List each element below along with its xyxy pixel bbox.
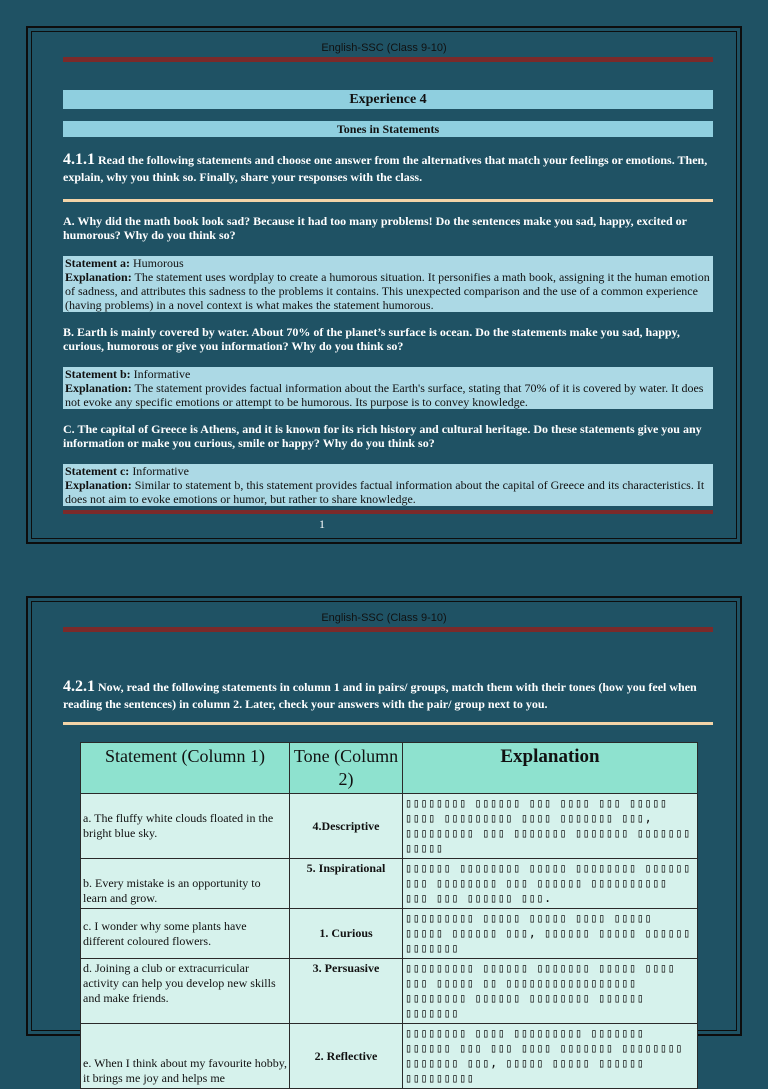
section-text: Read the following statements and choose one answer from the alternatives that match your feelings or emotions. Then, explain, why you think so. Finally, share your responses with the class. (63, 153, 708, 184)
section-instructions (63, 151, 713, 186)
statement-value: Informative (133, 367, 191, 381)
cell-statement: d. Joining a club or extracurricular activity can help you develop new skills and make friends. (81, 959, 290, 1024)
cell-statement: b. Every mistake is an opportunity to learn and grow. (81, 859, 290, 909)
page-header: English-SSC (Class 9-10) (321, 42, 447, 54)
explanation-label: Explanation: (65, 381, 132, 395)
question-a: A. Why did the math book look sad? Because it had too many problems! Do the sentences make you sad, happy, excited or humorous? Why do you think so? (63, 214, 687, 242)
statement-label: Statement b: (65, 367, 131, 381)
explanation-label: Explanation: (65, 270, 132, 284)
section-number: 4.1.1 (63, 151, 95, 168)
statement-value: Humorous (132, 256, 184, 270)
explanation-text: The statement uses wordplay to create a humorous situation. It personifies a math book, assigning it the human emotion of sadness, and attributes this sadness to the problems it contains. This unexpected comparison and the use of a common experience (having problems) in a novel context is what makes the statement humorous. (65, 270, 710, 312)
cell-explanation: ▯▯▯▯▯▯▯▯ ▯▯▯▯▯▯ ▯▯▯ ▯▯▯▯ ▯▯▯ ▯▯▯▯▯ ▯▯▯▯ ▯▯▯▯▯▯▯▯▯ ▯▯▯▯ ▯▯▯▯▯▯▯ ▯▯▯, ▯▯▯▯▯▯▯▯▯ ▯▯▯ ▯▯▯▯▯▯▯ ▯▯▯▯▯▯▯ ▯▯▯▯▯▯▯ ▯▯▯▯▯ (403, 794, 698, 859)
cell-statement: e. When I think about my favourite hobby, it brings me joy and helps me (81, 1024, 290, 1089)
header-divider (63, 627, 713, 632)
cell-explanation: ▯▯▯▯▯▯▯▯▯ ▯▯▯▯▯ ▯▯▯▯▯ ▯▯▯▯ ▯▯▯▯▯ ▯▯▯▯▯ ▯▯▯▯▯▯ ▯▯▯, ▯▯▯▯▯▯ ▯▯▯▯▯ ▯▯▯▯▯▯ ▯▯▯▯▯▯▯ (403, 909, 698, 959)
footer-divider (63, 510, 713, 514)
statement-value: Informative (132, 464, 189, 478)
page-1 (26, 26, 742, 544)
cell-tone: 2. Reflective (290, 1024, 403, 1089)
answer-box-a (63, 256, 713, 312)
page-2-inner-border (31, 601, 737, 1085)
table-row (81, 794, 698, 859)
explanation-label: Explanation: (65, 478, 132, 492)
cell-tone: 5. Inspirational (290, 859, 403, 909)
tones-table (80, 742, 698, 1089)
header-statement: Statement (Column 1) (81, 743, 290, 794)
cell-explanation: ▯▯▯▯▯▯ ▯▯▯▯▯▯▯▯ ▯▯▯▯▯ ▯▯▯▯▯▯▯▯ ▯▯▯▯▯▯ ▯▯▯ ▯▯▯▯▯▯▯▯ ▯▯▯ ▯▯▯▯▯▯ ▯▯▯▯▯▯▯▯▯▯ ▯▯▯ ▯▯▯ ▯▯▯▯▯▯ ▯▯▯. (403, 859, 698, 909)
question-b: B. Earth is mainly covered by water. About 70% of the planet’s surface is ocean. Do the statements make you sad, happy, curious, humorous or give you information? Why do you think so? (63, 325, 680, 353)
table-row (81, 959, 698, 1024)
cell-statement: c. I wonder why some plants have different coloured flowers. (81, 909, 290, 959)
experience-subtitle: Tones in Statements (63, 121, 713, 137)
table-row (81, 1024, 698, 1089)
cell-statement: a. The fluffy white clouds floated in the bright blue sky. (81, 794, 290, 859)
page-1-inner-border (31, 31, 737, 539)
answer-box-b (63, 367, 713, 409)
section-text: Now, read the following statements in column 1 and in pairs/ groups, match them with their tones (how you feel when reading the sentences) in column 2. Later, check your answers with the pair/ group next to you. (63, 680, 697, 711)
answer-box-c (63, 464, 713, 506)
statement-label: Statement c: (65, 464, 130, 478)
cell-explanation: ▯▯▯▯▯▯▯▯ ▯▯▯▯ ▯▯▯▯▯▯▯▯▯ ▯▯▯▯▯▯▯ ▯▯▯▯▯▯ ▯▯▯ ▯▯▯ ▯▯▯▯ ▯▯▯▯▯▯▯ ▯▯▯▯▯▯▯▯ ▯▯▯▯▯▯▯ ▯▯▯, ▯▯▯▯▯ ▯▯▯▯▯ ▯▯▯▯▯▯ ▯▯▯▯▯▯▯▯▯ (403, 1024, 698, 1089)
question-c: C. The capital of Greece is Athens, and it is known for its rich history and cultural heritage. Do these statements give you any information or make you curious, smile or happy? Why do you think so? (63, 422, 702, 450)
header-tone: Tone (Column 2) (290, 743, 403, 794)
page-2 (26, 596, 742, 1085)
header-explanation: Explanation (403, 743, 698, 794)
explanation-text: The statement provides factual information about the Earth's surface, stating that 70% of it is covered by water. It does not evoke any specific emotions or attempt to be humorous. Its purpose is to convey knowledge. (65, 381, 704, 409)
header-divider (63, 57, 713, 62)
cell-explanation: ▯▯▯▯▯▯▯▯▯ ▯▯▯▯▯▯ ▯▯▯▯▯▯▯ ▯▯▯▯▯ ▯▯▯▯ ▯▯▯ ▯▯▯▯▯ ▯▯ ▯▯▯▯▯▯▯▯▯▯▯▯▯▯▯▯▯ ▯▯▯▯▯▯▯▯ ▯▯▯▯▯▯ ▯▯▯▯▯▯▯▯ ▯▯▯▯▯▯ ▯▯▯▯▯▯▯ (403, 959, 698, 1024)
table-row (81, 909, 698, 959)
explanation-text: Similar to statement b, this statement provides factual information about the capital of Greece and its characteristics. It does not aim to evoke emotions or humor, but rather to share knowledge. (65, 478, 705, 506)
experience-title: Experience 4 (63, 90, 713, 109)
table-header-row (81, 743, 698, 794)
table-row (81, 859, 698, 909)
section-divider (63, 199, 713, 202)
section-number: 4.2.1 (63, 678, 95, 695)
page-header: English-SSC (Class 9-10) (321, 612, 447, 624)
cell-tone: 4.Descriptive (290, 794, 403, 859)
section-instructions (63, 678, 713, 713)
page-number: 1 (319, 517, 325, 531)
cell-tone: 1. Curious (290, 909, 403, 959)
section-divider (63, 722, 713, 725)
statement-label: Statement a: (65, 256, 130, 270)
cell-tone: 3. Persuasive (290, 959, 403, 1024)
